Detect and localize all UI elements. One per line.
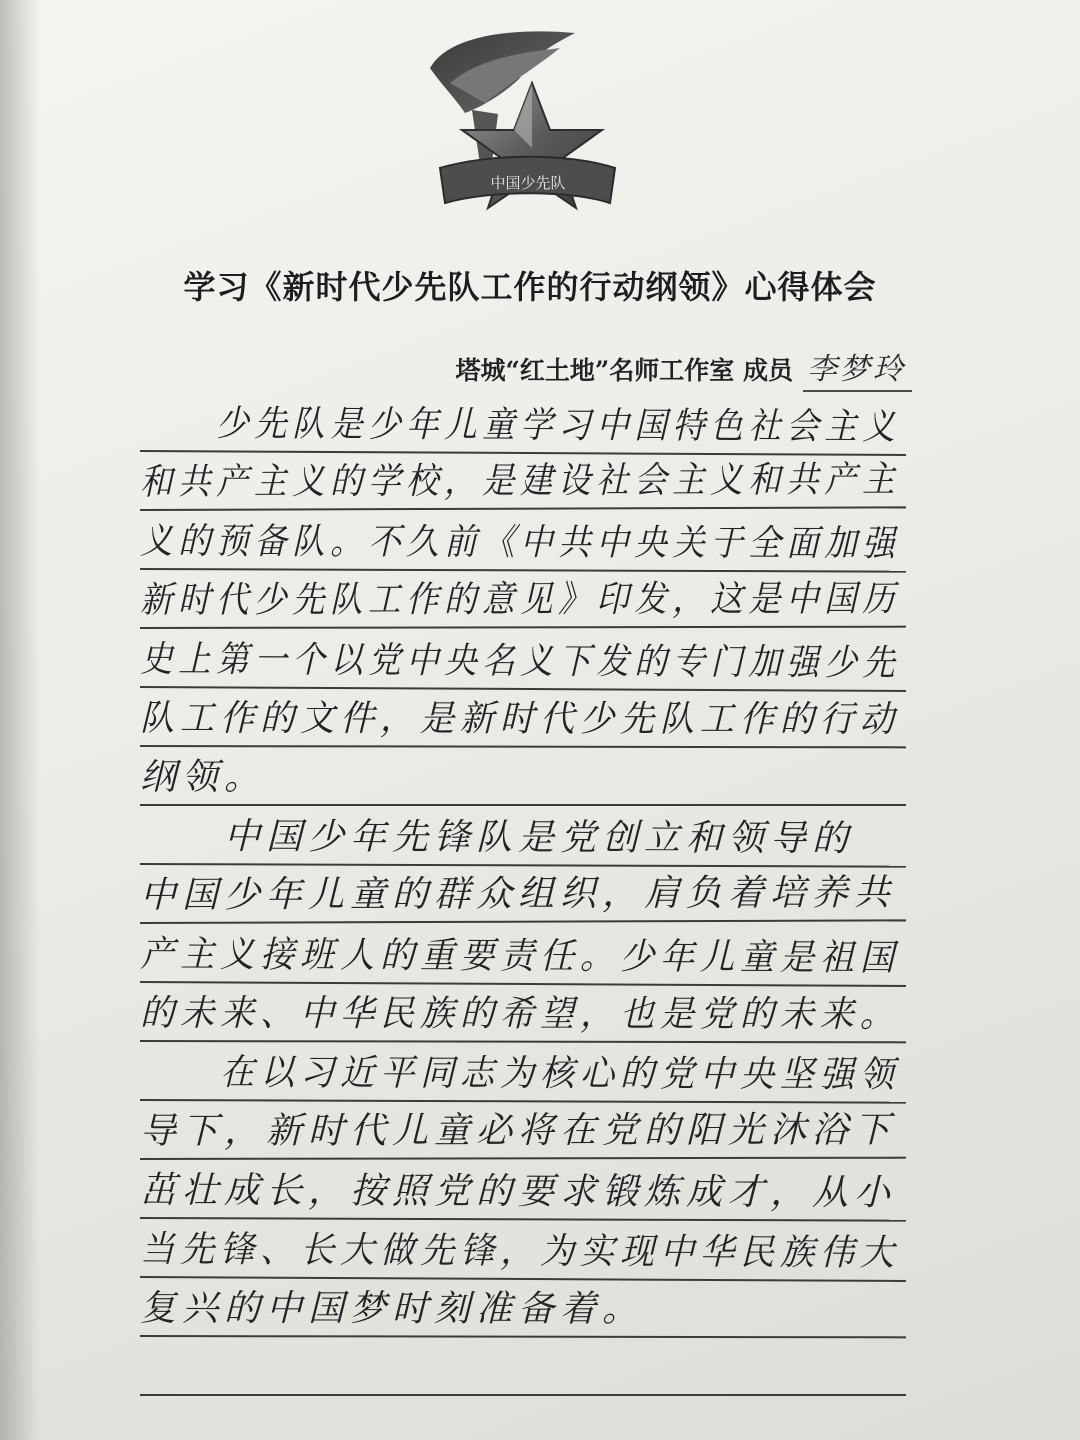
ruled-line: [140, 1162, 906, 1222]
ruled-line: [140, 395, 906, 456]
handwritten-line-text: 茁壮成长，按照党的要求锻炼成才，从小: [140, 1170, 897, 1214]
ruled-line: [140, 513, 906, 573]
handwritten-line-text: 中国少年儿童的群众组织，肩负着培养共: [139, 872, 896, 917]
emblem-ribbon-text: 中国少先队: [490, 174, 566, 192]
ruled-line: [140, 690, 906, 748]
ruled-line: [140, 451, 906, 511]
author-byline: [456, 344, 912, 392]
handwritten-line-text: 当先锋、长大做先锋，为实现中华民族伟大: [140, 1229, 900, 1274]
page-shadow: [0, 0, 40, 1440]
page-title: 学习《新时代少先队工作的行动纲领》心得体会: [183, 268, 877, 306]
handwritten-line-text: 的未来、中华民族的希望，也是党的未来。: [140, 993, 900, 1036]
handwritten-line-text: 队工作的文件，是新时代少先队工作的行动: [140, 698, 900, 741]
handwritten-line-text: 纲领。: [140, 757, 267, 798]
ruled-line: [140, 571, 906, 629]
ruled-line: [140, 1280, 906, 1338]
ruled-line: [140, 749, 906, 806]
handwritten-line-text: 在以习近平同志为核心的党中央坚强领: [140, 1052, 900, 1096]
ruled-line: [140, 1221, 906, 1282]
handwritten-line-text: 导下，新时代儿童必将在党的阳光沐浴下: [139, 1109, 897, 1152]
ruled-line: [140, 985, 906, 1043]
handwritten-line-text: 和共产主义的学校，是建设社会主义和共产主: [139, 459, 901, 504]
handwritten-line-text: 史上第一个以党中央名义下发的专门加强少先: [140, 639, 901, 684]
handwritten-line-text: 义的预备队。不久前《中共中央关于全面加强: [140, 521, 901, 565]
author-signature: 李梦玲: [803, 344, 912, 392]
handwritten-line-text: 少先队是少年儿童学习中国特色社会主义: [140, 403, 901, 448]
ruled-line: [140, 631, 906, 692]
byline-label: 塔城“红土地”名师工作室 成员: [455, 356, 793, 385]
ruled-line: [140, 1339, 906, 1396]
young-pioneers-emblem-icon: [410, 28, 640, 228]
handwritten-line-text: 中国少年先锋队是党创立和领导的: [140, 816, 855, 860]
handwritten-line-text: 新时代少先队工作的意见》印发，这是中国历: [139, 578, 901, 621]
ruled-line: [140, 926, 906, 987]
handwritten-line-text: 产主义接班人的重要责任。少年儿童是祖国: [140, 934, 900, 979]
handwritten-line-text: 复兴的中国梦时刻准备着。: [140, 1288, 645, 1330]
ruled-line: [140, 864, 906, 924]
ruled-line: [140, 1044, 906, 1104]
ruled-line: [140, 1102, 906, 1160]
ruled-line: [140, 808, 906, 868]
